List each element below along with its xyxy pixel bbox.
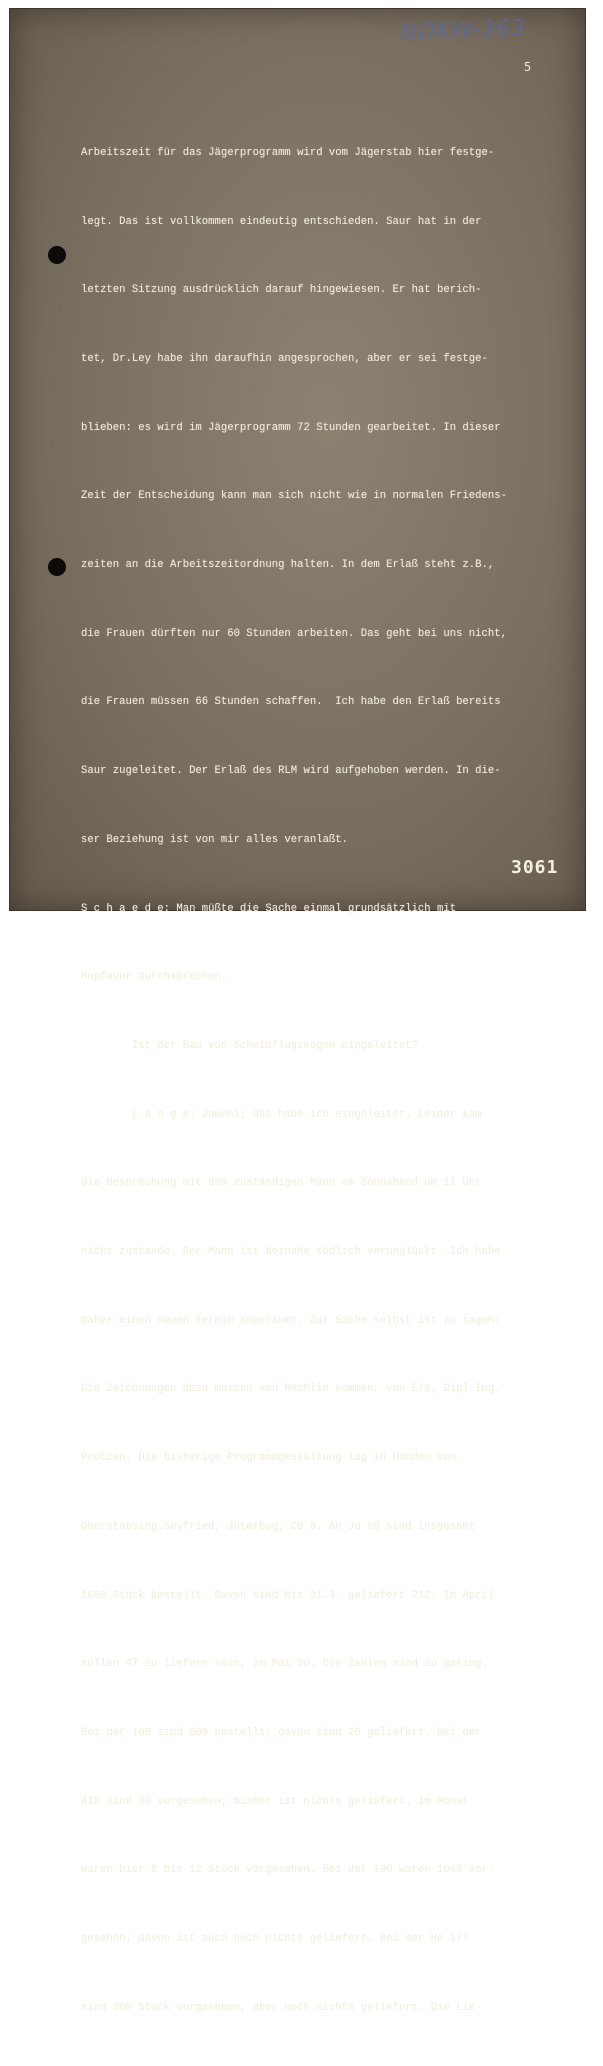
text-line: Bei der 109 sind 600 bestellt; davon sind 20 geliefert. Bei der bbox=[81, 1726, 482, 1739]
text-line: waren hier 8 bis 12 Stück vorgesehen. Bei der 190 waren 1040 vor- bbox=[81, 1864, 495, 1877]
page-number: 5 bbox=[524, 60, 532, 74]
text-line: Zeit der Entscheidung kann man sich nicht wie in normalen Friedens- bbox=[81, 490, 507, 503]
archive-stamp-number: 3061 bbox=[511, 857, 559, 878]
text-line: tet, Dr.Ley habe ihn daraufhin angesprochen, aber er sei festge- bbox=[81, 352, 488, 365]
text-line: L a n g e: Jawohl; das habe ich eingeleitet. Leider kam bbox=[81, 1108, 482, 1121]
text-line: Oberstabsing.Seyfried, Jüterbog, CB 8. An Ju 88 sind insgesamt bbox=[81, 1520, 476, 1533]
text-line: die Frauen dürften nur 60 Stunden arbeiten. Das geht bei uns nicht, bbox=[81, 627, 507, 640]
text-line: nicht zustande. Der Mann ist beinahe tödlich verunglückt. Ich habe bbox=[81, 1246, 501, 1259]
punch-hole-bottom bbox=[48, 558, 66, 576]
text-line: ser Beziehung ist von mir alles veranlaßt. bbox=[81, 833, 349, 846]
punch-hole-top bbox=[48, 246, 66, 264]
text-line: Ist der Bau von Scheinflugzeugen eingeleitet? bbox=[81, 1039, 418, 1052]
text-line: Die Zeichnungen dazu müssen von Rechlin kommen, von E/8, Dipl.Ing. bbox=[81, 1383, 501, 1396]
text-line: 1600 Stück bestellt. Davon sind bis 31.3. geliefert 212. Im April bbox=[81, 1589, 495, 1602]
text-line: letzten Sitzung ausdrücklich darauf hingewiesen. Er hat berich- bbox=[81, 284, 482, 297]
text-line: S c h a e d e: Man müßte die Sache einmal grundsätzlich mit bbox=[81, 902, 457, 915]
text-line: Arbeitszeit für das Jägerprogramm wird vom Jägerstab hier festge- bbox=[81, 146, 495, 159]
body-text bbox=[81, 96, 581, 2066]
text-line: sind 200 Stück vorgesehen, aber noch nichts geliefert. Die Lie- bbox=[81, 2001, 482, 2014]
text-line: sollen 47 zu liefern sein, im Mai 90. Die Zahlen sind zu gering. bbox=[81, 1658, 488, 1671]
text-line: legt. Das ist vollkommen eindeutig entschieden. Saur hat in der bbox=[81, 215, 482, 228]
text-line: gesehen; davon ist auch noch nichts geliefert. Bei der He 177 bbox=[81, 1933, 469, 1946]
archive-handwritten-mark: NOKW-363 bbox=[399, 15, 527, 46]
text-line: daher einen neuen Termin anberaumt. Zur Sache selbst ist zu sagen: bbox=[81, 1314, 501, 1327]
text-line: Hupfauer durchsprechen. bbox=[81, 971, 228, 984]
text-line: zeiten an die Arbeitszeitordnung halten. In dem Erlaß steht z.B., bbox=[81, 559, 495, 572]
text-line: die Frauen müssen 66 Stunden schaffen. Ich habe den Erlaß bereits bbox=[81, 696, 501, 709]
text-line: blieben: es wird im Jägerprogramm 72 Stunden gearbeitet. In dieser bbox=[81, 421, 501, 434]
text-line: 410 sind 80 vorgesehen; bisher ist nichts geliefert. Im Monat bbox=[81, 1795, 469, 1808]
text-line: Protzen. Die bisherige Programmgestaltung lag in Händen von bbox=[81, 1452, 457, 1465]
text-line: die Besprechung mit dem zuständigen Mann am Sonnabend um 11 Uhr bbox=[81, 1177, 482, 1190]
text-line: Saur zugeleitet. Der Erlaß des RLM wird aufgehoben werden. In die- bbox=[81, 765, 501, 778]
